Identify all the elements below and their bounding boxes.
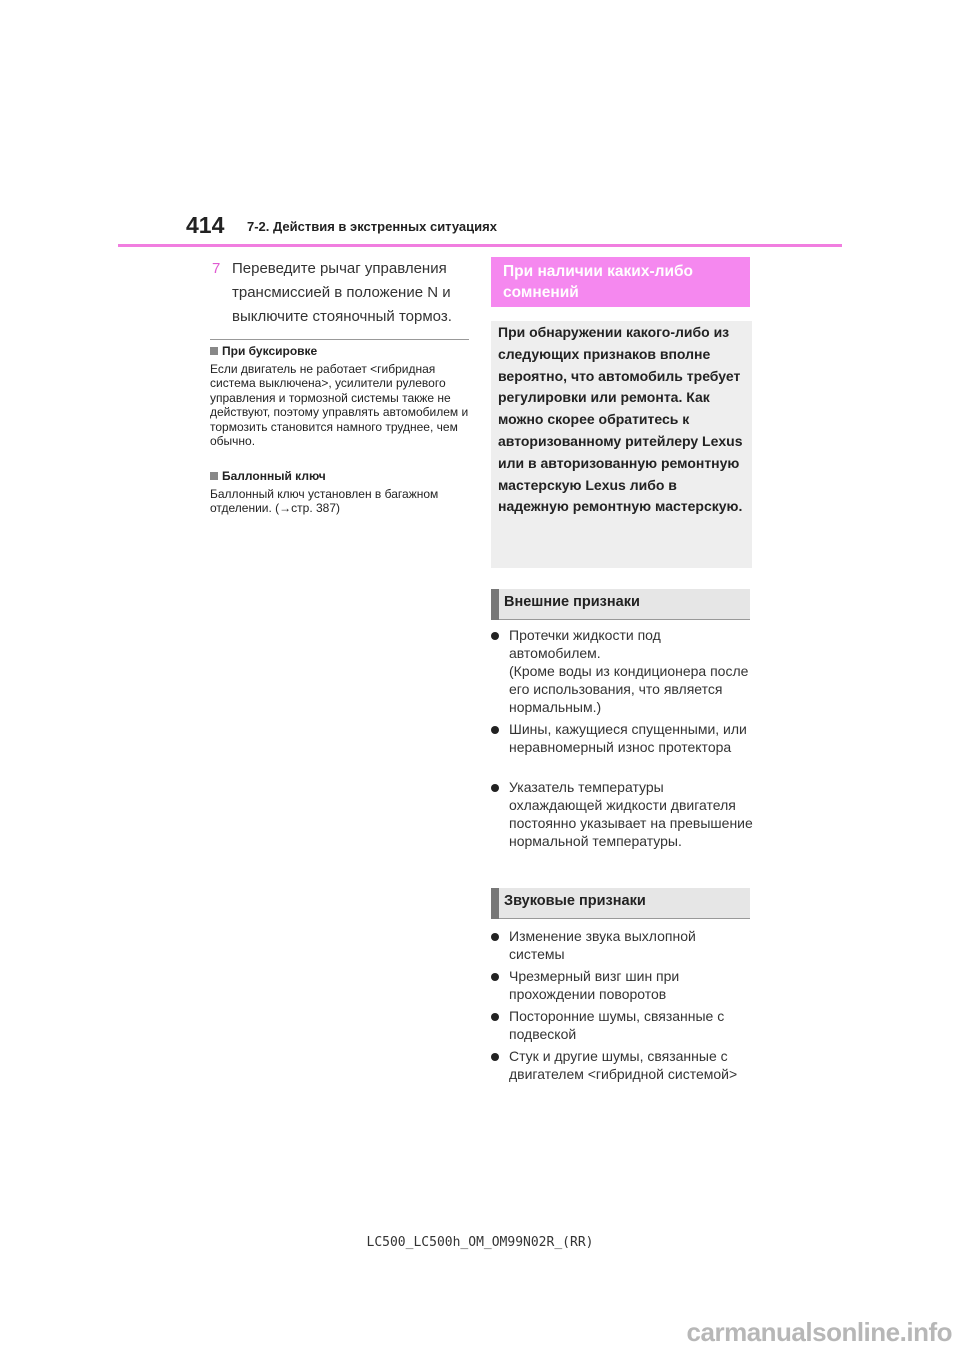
bullet-icon xyxy=(491,632,499,640)
document-code: LC500_LC500h_OM_OM99N02R_(RR) xyxy=(366,1235,594,1250)
bullet-icon xyxy=(491,1053,499,1061)
section-header-box xyxy=(491,257,750,307)
header-rule xyxy=(118,244,842,247)
section-header-title: При наличии каких-либо сомнений xyxy=(503,263,694,301)
bullet-icon xyxy=(491,726,499,734)
watermark: carmanualsonline.info xyxy=(686,1317,952,1347)
section-title: 7-2. Действия в экстренных ситуациях xyxy=(247,219,497,234)
subheading-bar xyxy=(491,589,499,620)
step-number: 7 xyxy=(212,260,221,277)
divider xyxy=(210,339,469,340)
square-bullet-icon xyxy=(210,347,218,355)
subheading-external-signs: Внешние признаки xyxy=(491,589,750,620)
note-towing xyxy=(210,344,470,448)
subheading-sound-signs: Звуковые признаки xyxy=(491,888,750,919)
intro-text: При обнаружении какого-либо из следующих признаков вполне вероятно, что автомобиль требует регулировки или ремонта. Как можно скорее обратитесь к авторизованному ритейлеру Lexus или в авторизованную ремонтную мастерскую Lexus либо в надежную ремонтную мастерскую. xyxy=(498,324,743,515)
note-body: Если двигатель не работает <гибридная система выключена>, усилители рулевого управления и тормозной системы также не действуют, поэтому управлять автомобилем и тормозить становится намного труднее, чем обычно. xyxy=(210,362,469,449)
note-heading: Баллонный ключ xyxy=(210,469,470,483)
step-text: Переведите рычаг управления трансмиссией в положение N и выключите стояночный тормоз. xyxy=(232,260,452,325)
page-number: 414 xyxy=(186,212,225,238)
bullet-icon xyxy=(491,973,499,981)
bullet-icon xyxy=(491,933,499,941)
note-body: Баллонный ключ установлен в багажном отделении. (→стр. 387) xyxy=(210,487,439,516)
subheading-bar xyxy=(491,888,499,919)
note-heading: При буксировке xyxy=(210,344,470,358)
intro-box xyxy=(491,321,752,568)
bullet-icon xyxy=(491,1013,499,1021)
square-bullet-icon xyxy=(210,472,218,480)
bullet-icon xyxy=(491,784,499,792)
note-wheel-wrench xyxy=(210,469,470,516)
